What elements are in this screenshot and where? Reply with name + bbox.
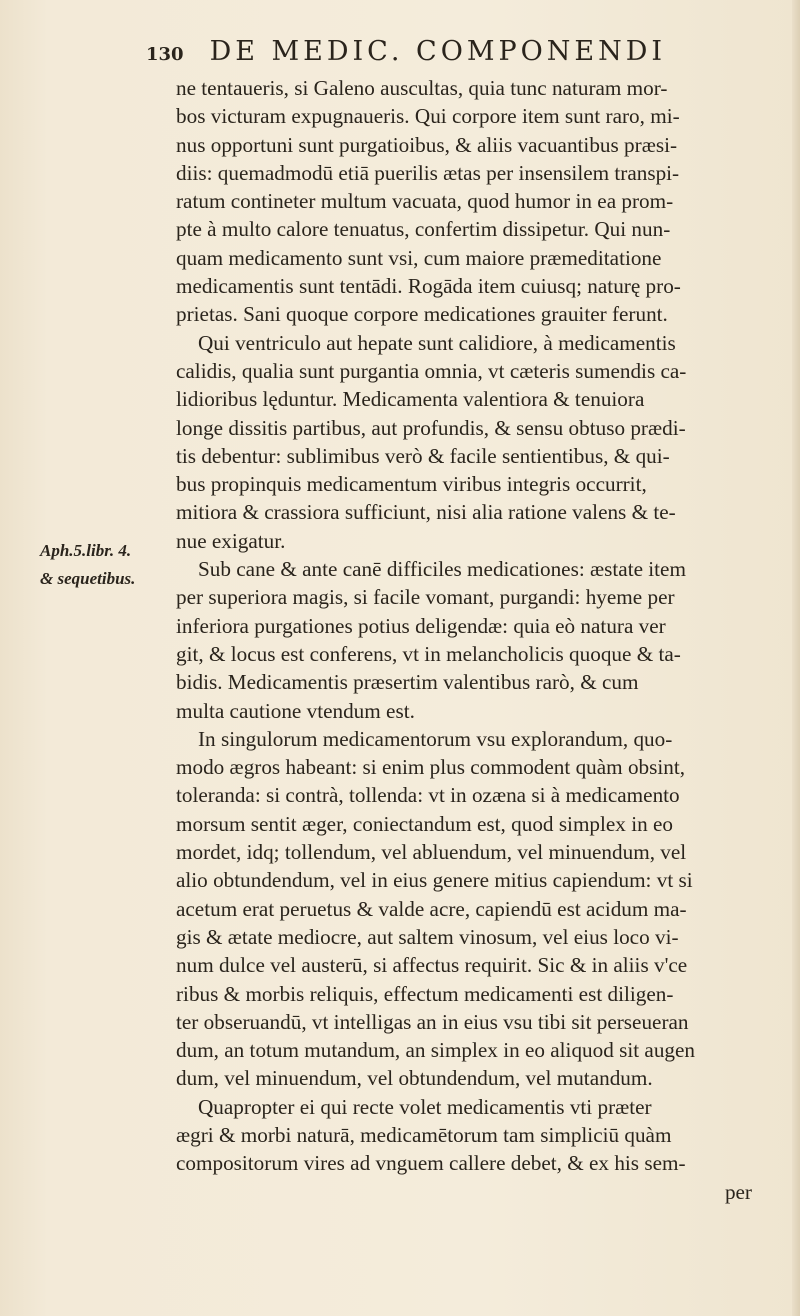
text-line: In singulorum medicamentorum vsu explorandum, quo- xyxy=(198,726,673,751)
text-line: longe dissitis partibus, aut profundis, & sensu obtuso prædi- xyxy=(176,415,686,440)
page-edge xyxy=(792,0,800,1316)
text-line: toleranda: si contrà, tollenda: vt in ozæna si à medicamento xyxy=(176,783,680,808)
margin-note-line: Aph.5.libr. 4. xyxy=(40,541,132,560)
page-header xyxy=(146,36,766,76)
text-line: gis & ætate mediocre, aut saltem vinosum, vel eius loco vi- xyxy=(176,924,679,949)
text-line: Sub cane & ante canē difficiles medicationes: æstate item xyxy=(198,557,686,582)
text-line: ribus & morbis reliquis, effectum medicamenti est diligen- xyxy=(176,981,674,1006)
text-line: alio obtundendum, vel in eius genere mitius capiendum: vt si xyxy=(176,868,693,893)
text-line: quam medicamento sunt vsi, cum maiore præmeditatione xyxy=(176,245,662,270)
catchword: per xyxy=(724,1179,752,1204)
text-line: calidis, qualia sunt purgantia omnia, vt cæteris sumendis ca- xyxy=(176,358,687,383)
text-line: nue exigatur. xyxy=(176,528,286,553)
text-line: nus opportuni sunt purgatioibus, & aliis vacuantibus præsi- xyxy=(176,132,678,157)
text-line: medicamentis sunt tentādi. Rogāda item cuiusq; naturę pro- xyxy=(176,274,681,299)
text-line: Quapropter ei qui recte volet medicamentis vti præter xyxy=(198,1094,652,1119)
text-line: num dulce vel austerū, si affectus requirit. Sic & in aliis v'ce xyxy=(176,953,688,978)
paragraph xyxy=(176,74,782,329)
text-line: ter obseruandū, vt intelligas an in eius vsu tibi sit perseueran xyxy=(176,1009,689,1034)
text-line: dum, an totum mutandum, an simplex in eo aliquod sit augen xyxy=(176,1038,696,1063)
text-line: modo ægros habeant: si enim plus commodent quàm obsint, xyxy=(176,755,686,780)
paragraph xyxy=(176,555,782,725)
text-line: git, & locus est conferens, vt in melancholicis quoque & ta- xyxy=(176,641,681,666)
text-line: Qui ventriculo aut hepate sunt calidiore, à medicamentis xyxy=(198,330,676,355)
text-line: ratum contineter multum vacuata, quod humor in ea prom- xyxy=(176,189,674,214)
text-line: prietas. Sani quoque corpore medicationes grauiter ferunt. xyxy=(176,302,668,327)
page-number: 130 xyxy=(146,44,184,65)
text-line: inferiora purgationes potius deligendæ: quia eò natura ver xyxy=(176,613,666,638)
margin-note xyxy=(40,537,176,594)
text-line: compositorum vires ad vnguem callere debet, & ex his sem- xyxy=(176,1151,686,1176)
main-text xyxy=(176,74,782,1206)
text-line: diis: quemadmodū etiā puerilis ætas per insensilem transpi- xyxy=(176,160,680,185)
text-line: tis debentur: sublimibus verò & facile sentientibus, & qui- xyxy=(176,443,670,468)
text-line: morsum sentit æger, coniectandum est, quod simplex in eo xyxy=(176,811,673,836)
running-title: DE MEDIC. COMPONENDI xyxy=(209,36,667,67)
text-line: dum, vel minuendum, vel obtundendum, vel mutandum. xyxy=(176,1066,653,1091)
text-line: per superiora magis, si facile vomant, purgandi: hyeme per xyxy=(176,585,675,610)
margin-note-line: & sequetibus. xyxy=(40,569,136,589)
paragraph xyxy=(176,329,782,555)
text-line: multa cautione vtendum est. xyxy=(176,698,415,723)
text-line: bus propinquis medicamentum viribus integris occurrit, xyxy=(176,472,647,497)
paragraph xyxy=(176,725,782,1093)
text-line: bidis. Medicamentis præsertim valentibus rarò, & cum xyxy=(176,670,639,695)
text-line: mordet, idq; tollendum, vel abluendum, vel minuendum, vel xyxy=(176,840,687,865)
text-line: pte à multo calore tenuatus, confertim dissipetur. Qui nun- xyxy=(176,217,671,242)
text-line: lidioribus lęduntur. Medicamenta valentiora & tenuiora xyxy=(176,387,645,412)
text-line: ægri & morbi naturā, medicamētorum tam simpliciū quàm xyxy=(176,1122,672,1147)
paragraph xyxy=(176,1093,782,1178)
text-line: mitiora & crassiora sufficiunt, nisi alia ratione valens & te- xyxy=(176,500,676,525)
text-line: bos victuram expugnaueris. Qui corpore item sunt raro, mi- xyxy=(176,104,680,129)
text-line: ne tentaueris, si Galeno auscultas, quia tunc naturam mor- xyxy=(176,76,668,100)
text-line: acetum erat peruetus & valde acre, capiendū est acidum ma- xyxy=(176,896,687,921)
